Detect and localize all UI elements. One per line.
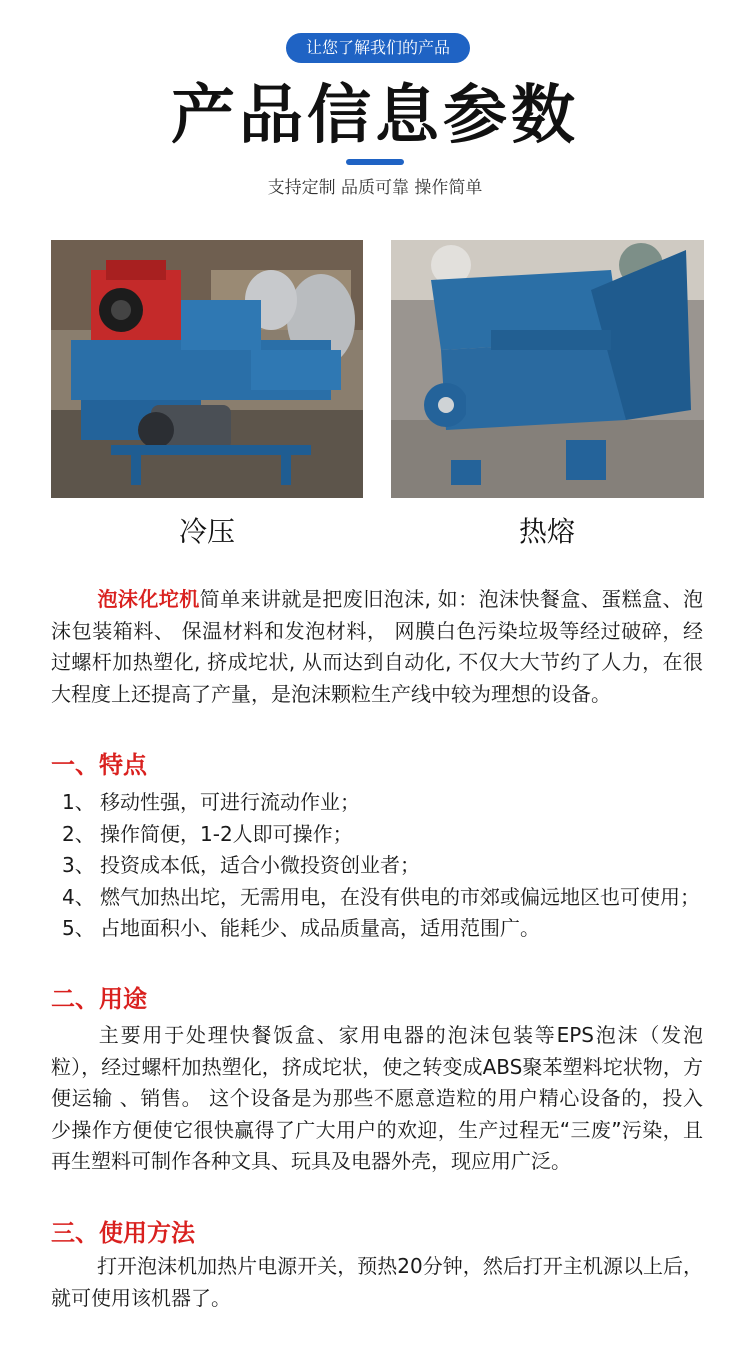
features-heading: 一、特点 — [51, 751, 147, 779]
list-item: 1、 移动性强，可进行流动作业； — [62, 790, 360, 814]
list-item: 3、 投资成本低，适合小微投资创业者； — [62, 853, 420, 877]
cold-press-caption: 冷压 — [178, 515, 235, 548]
cold-press-machine-photo — [51, 240, 363, 498]
method-heading: 三、使用方法 — [51, 1219, 195, 1247]
usage-paragraph — [51, 1020, 703, 1178]
usage-text: 主要用于处理快餐饭盒、家用电器的泡沫包装等EPS泡沫（发泡粒），经过螺杆加热塑化，挤成坨状，使之转变成ABS聚苯塑料坨状物，方便运输 、销售。 这个设备是为那些不愿意造粒的用户精心设备的，投入少操作方便使它很快赢得了广大用户的欢迎，生产过程无“三废”污染，且再生塑料可制作各种文具、玩具及电器外壳，现应用广泛。 — [51, 1023, 703, 1173]
header-badge: 让您了解我们的产品 — [286, 33, 470, 63]
list-item: 4、 燃气加热出坨，无需用电，在没有供电的市郊或偏远地区也可使用； — [62, 884, 700, 909]
method-paragraph — [51, 1251, 703, 1314]
list-item: 2、 操作简便，1-2人即可操作； — [62, 821, 353, 846]
intro-paragraph — [51, 584, 703, 710]
page-subtitle: 支持定制 品质可靠 操作简单 — [267, 178, 483, 198]
page-title: 产品信息参数 — [171, 79, 579, 153]
hot-melt-machine-photo — [391, 240, 704, 498]
product-name-highlight: 泡沫化坨机 — [97, 587, 200, 611]
title-underline — [346, 159, 404, 165]
features-list — [62, 787, 702, 945]
list-item: 5、 占地面积小、能耗少、成品质量高，适用范围广。 — [62, 916, 540, 940]
hot-melt-caption: 热熔 — [518, 515, 575, 548]
usage-heading: 二、用途 — [51, 985, 147, 1013]
method-text: 打开泡沫机加热片电源开关，预热20分钟，然后打开主机源以上后，就可使用该机器了。 — [51, 1254, 703, 1310]
intro-text: 简单来讲就是把废旧泡沫, 如：泡沫快餐盒、蛋糕盒、泡沫包装箱料、 保温材料和发泡材料， 网膜白色污染垃圾等经过破碎，经过螺杆加热塑化, 挤成坨状, 从而达到自动化, 不仅大大节约了人力，在很大程度上还提高了产量，是泡沫颗粒生产线中较为理想的设备。 — [51, 587, 703, 706]
